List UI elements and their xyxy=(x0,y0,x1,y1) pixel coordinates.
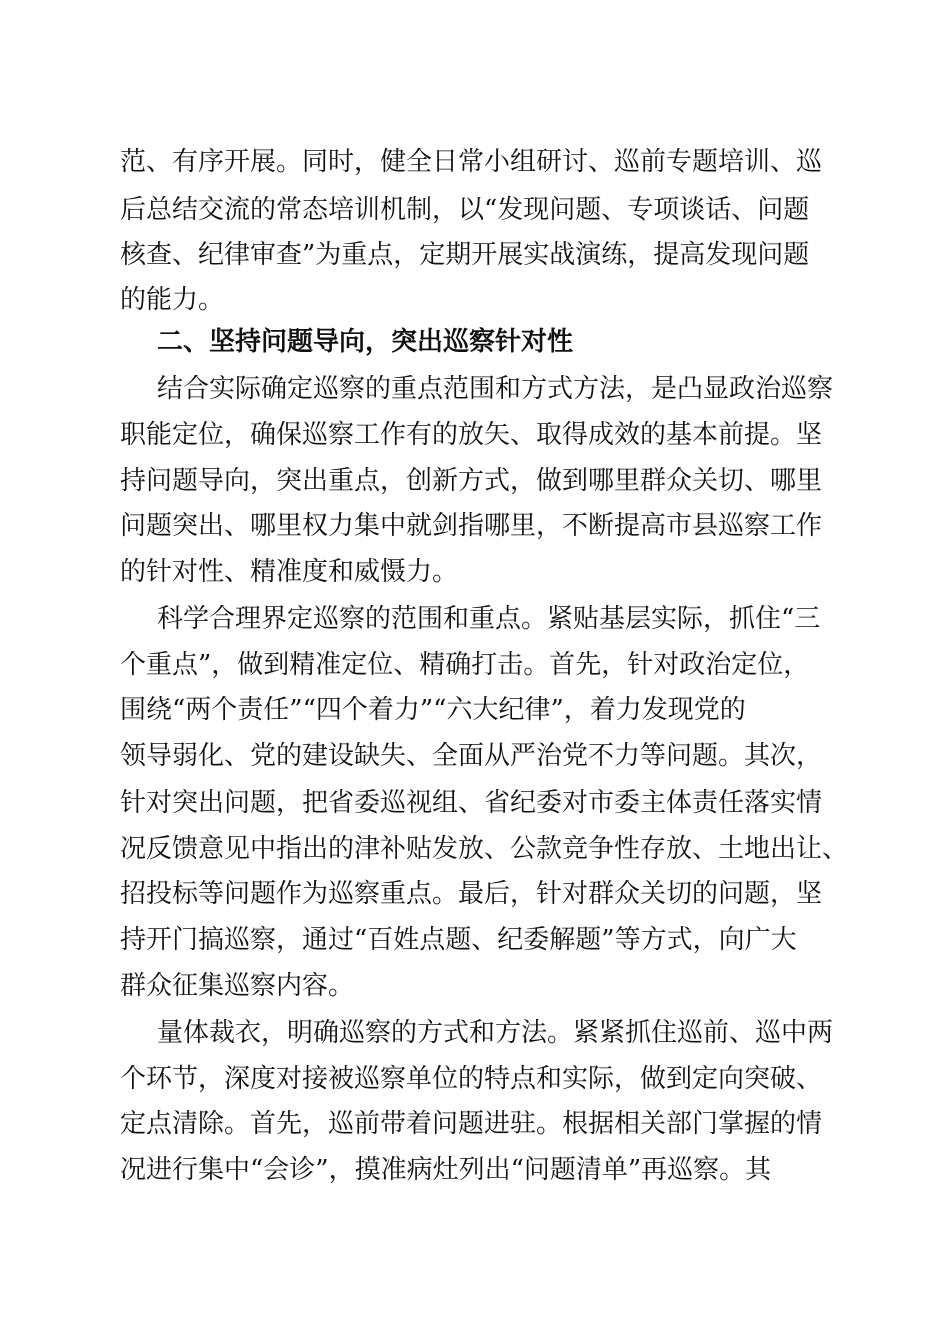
paragraph-2-line-7: 招投标等问题作为巡察重点。最后，针对群众关切的问题，坚 xyxy=(120,879,823,909)
paragraph-3-line-2: 个环节，深度对接被巡察单位的特点和实际，做到定向突破、 xyxy=(120,1064,823,1094)
paragraph-2-line-2: 个重点”，做到精准定位、精确打击。首先，针对政治定位， xyxy=(120,650,810,680)
paragraph-3-line-3: 定点清除。首先，巡前带着问题进驻。根据相关部门掌握的情 xyxy=(120,1109,823,1139)
paragraph-3-line-4: 况进行集中“会诊”，摸准病灶列出“问题清单”再巡察。其 xyxy=(120,1155,772,1185)
intro-line-4: 的能力。 xyxy=(120,285,225,315)
intro-line-3: 核查、纪律审查”为重点，定期开展实战演练，提高发现问题 xyxy=(120,240,810,270)
paragraph-2-line-1: 科学合理界定巡察的范围和重点。紧贴基层实际，抓住“三 xyxy=(157,604,821,634)
section-heading: 二、坚持问题导向，突出巡察针对性 xyxy=(157,327,574,357)
paragraph-3-line-1: 量体裁衣，明确巡察的方式和方法。紧紧抓住巡前、巡中两 xyxy=(157,1018,834,1048)
paragraph-2-line-8: 持开门搞巡察，通过“百姓点题、纪委解题”等方式，向广大 xyxy=(120,925,797,955)
paragraph-2-line-4: 领导弱化、党的建设缺失、全面从严治党不力等问题。其次， xyxy=(120,741,823,771)
intro-line-2: 后总结交流的常态培训机制，以“发现问题、专项谈话、问题 xyxy=(120,195,810,225)
paragraph-2-line-6: 况反馈意见中指出的津补贴发放、公款竞争性存放、土地出让、 xyxy=(120,834,849,864)
paragraph-1-line-1: 结合实际确定巡察的重点范围和方式方法，是凸显政治巡察 xyxy=(157,374,834,404)
intro-line-1: 范、有序开展。同时，健全日常小组研讨、巡前专题培训、巡 xyxy=(120,147,823,177)
paragraph-1-line-2: 职能定位，确保巡察工作有的放矢、取得成效的基本前提。坚 xyxy=(120,420,823,450)
paragraph-2-line-3: 围绕“两个责任”“四个着力”“六大纪律”，着力发现党的 xyxy=(120,695,746,725)
paragraph-1-line-4: 问题突出、哪里权力集中就剑指哪里，不断提高市县巡察工作 xyxy=(120,511,823,541)
paragraph-2-line-9: 群众征集巡察内容。 xyxy=(120,971,355,1001)
paragraph-1-line-5: 的针对性、精准度和威慑力。 xyxy=(120,557,459,587)
paragraph-2-line-5: 针对突出问题，把省委巡视组、省纪委对市委主体责任落实情 xyxy=(120,788,823,818)
paragraph-1-line-3: 持问题导向，突出重点，创新方式，做到哪里群众关切、哪里 xyxy=(120,466,823,496)
